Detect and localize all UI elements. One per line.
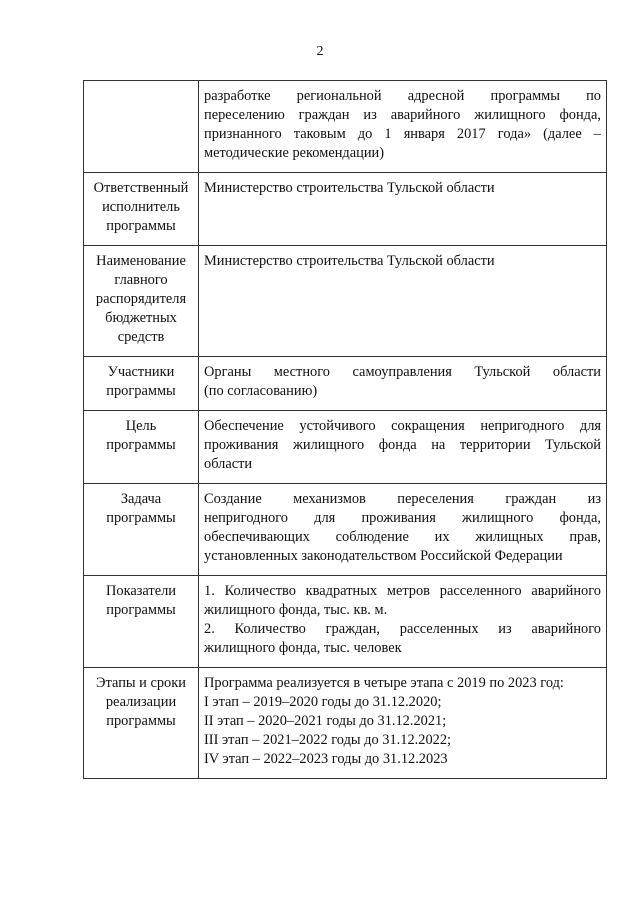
table-row <box>84 411 607 484</box>
row-value-cell <box>199 81 607 173</box>
label-line: программы <box>106 713 176 729</box>
row-value-cell <box>199 576 607 668</box>
row-label-cell <box>84 576 199 668</box>
label-line: бюджетных <box>105 310 177 326</box>
text-line: жилищного фонда, тыс. человек <box>204 640 402 656</box>
label-line: исполнитель <box>102 199 180 215</box>
label-line: реализации <box>105 694 177 710</box>
row-value-cell <box>199 246 607 357</box>
row-value-cell <box>199 668 607 779</box>
text-line: Министерство строительства Тульской области <box>204 253 495 269</box>
label-line: программы <box>106 510 176 526</box>
table-row <box>84 81 607 173</box>
table-row <box>84 173 607 246</box>
table-row <box>84 484 607 576</box>
text-line: II этап – 2020–2021 годы до 31.12.2021; <box>204 713 447 729</box>
table-row <box>84 668 607 779</box>
label-line: программы <box>106 218 176 234</box>
label-line: программы <box>106 383 176 399</box>
label-line: Участники <box>107 364 175 380</box>
row-value-cell <box>199 411 607 484</box>
table-row <box>84 357 607 411</box>
label-line: средств <box>117 329 165 345</box>
table-row <box>84 246 607 357</box>
row-label-cell <box>84 484 199 576</box>
row-value-cell <box>199 484 607 576</box>
text-line: проживания жилищного фонда на территории Тульской <box>204 437 601 453</box>
label-line: распорядителя <box>95 291 187 307</box>
label-line: Показатели <box>105 583 176 599</box>
label-line: Цель <box>125 418 157 434</box>
row-label-cell <box>84 411 199 484</box>
label-line: Ответственный <box>93 180 189 196</box>
label-line: главного <box>114 272 168 288</box>
text-line: (по согласованию) <box>204 383 318 399</box>
text-line: III этап – 2021–2022 годы до 31.12.2022; <box>204 732 452 748</box>
label-line: Задача <box>120 491 162 507</box>
row-label-cell <box>84 668 199 779</box>
text-line: 2. Количество граждан, расселенных из аварийного <box>204 621 601 637</box>
text-line: Органы местного самоуправления Тульской области <box>204 364 601 380</box>
text-line: Министерство строительства Тульской области <box>204 180 495 196</box>
row-value-cell <box>199 173 607 246</box>
page-number: 2 <box>316 44 324 59</box>
text-line: IV этап – 2022–2023 годы до 31.12.2023 <box>204 751 448 767</box>
label-line: Наименование <box>96 253 186 269</box>
row-label-cell <box>84 81 199 173</box>
text-line: переселению граждан из аварийного жилищного фонда, <box>204 107 601 123</box>
table-row <box>84 576 607 668</box>
text-line: области <box>204 456 253 472</box>
row-value-cell <box>199 357 607 411</box>
text-line: жилищного фонда, тыс. кв. м. <box>204 602 388 618</box>
row-label-cell <box>84 357 199 411</box>
text-line: обеспечивающих соблюдение их жилищных прав, <box>204 529 601 545</box>
label-line: программы <box>106 602 176 618</box>
text-line: методические рекомендации) <box>204 145 385 161</box>
program-passport-table <box>83 80 607 779</box>
text-line: I этап – 2019–2020 годы до 31.12.2020; <box>204 694 442 710</box>
text-line: 1. Количество квадратных метров расселенного аварийного <box>204 583 601 599</box>
text-line: разработке региональной адресной программы по <box>204 88 601 104</box>
label-line: Этапы и сроки <box>96 675 186 691</box>
row-label-cell <box>84 246 199 357</box>
row-label-cell <box>84 173 199 246</box>
text-line: Программа реализуется в четыре этапа с 2019 по 2023 год: <box>204 675 564 691</box>
label-line: программы <box>106 437 176 453</box>
text-line: непригодного для проживания жилищного фонда, <box>204 510 601 526</box>
text-line: установленных законодательством Российской Федерации <box>204 548 563 564</box>
text-line: Обеспечение устойчивого сокращения непригодного для <box>204 418 601 434</box>
text-line: признанного таковым до 1 января 2017 года» (далее – <box>204 126 601 142</box>
text-line: Создание механизмов переселения граждан из <box>204 491 601 507</box>
